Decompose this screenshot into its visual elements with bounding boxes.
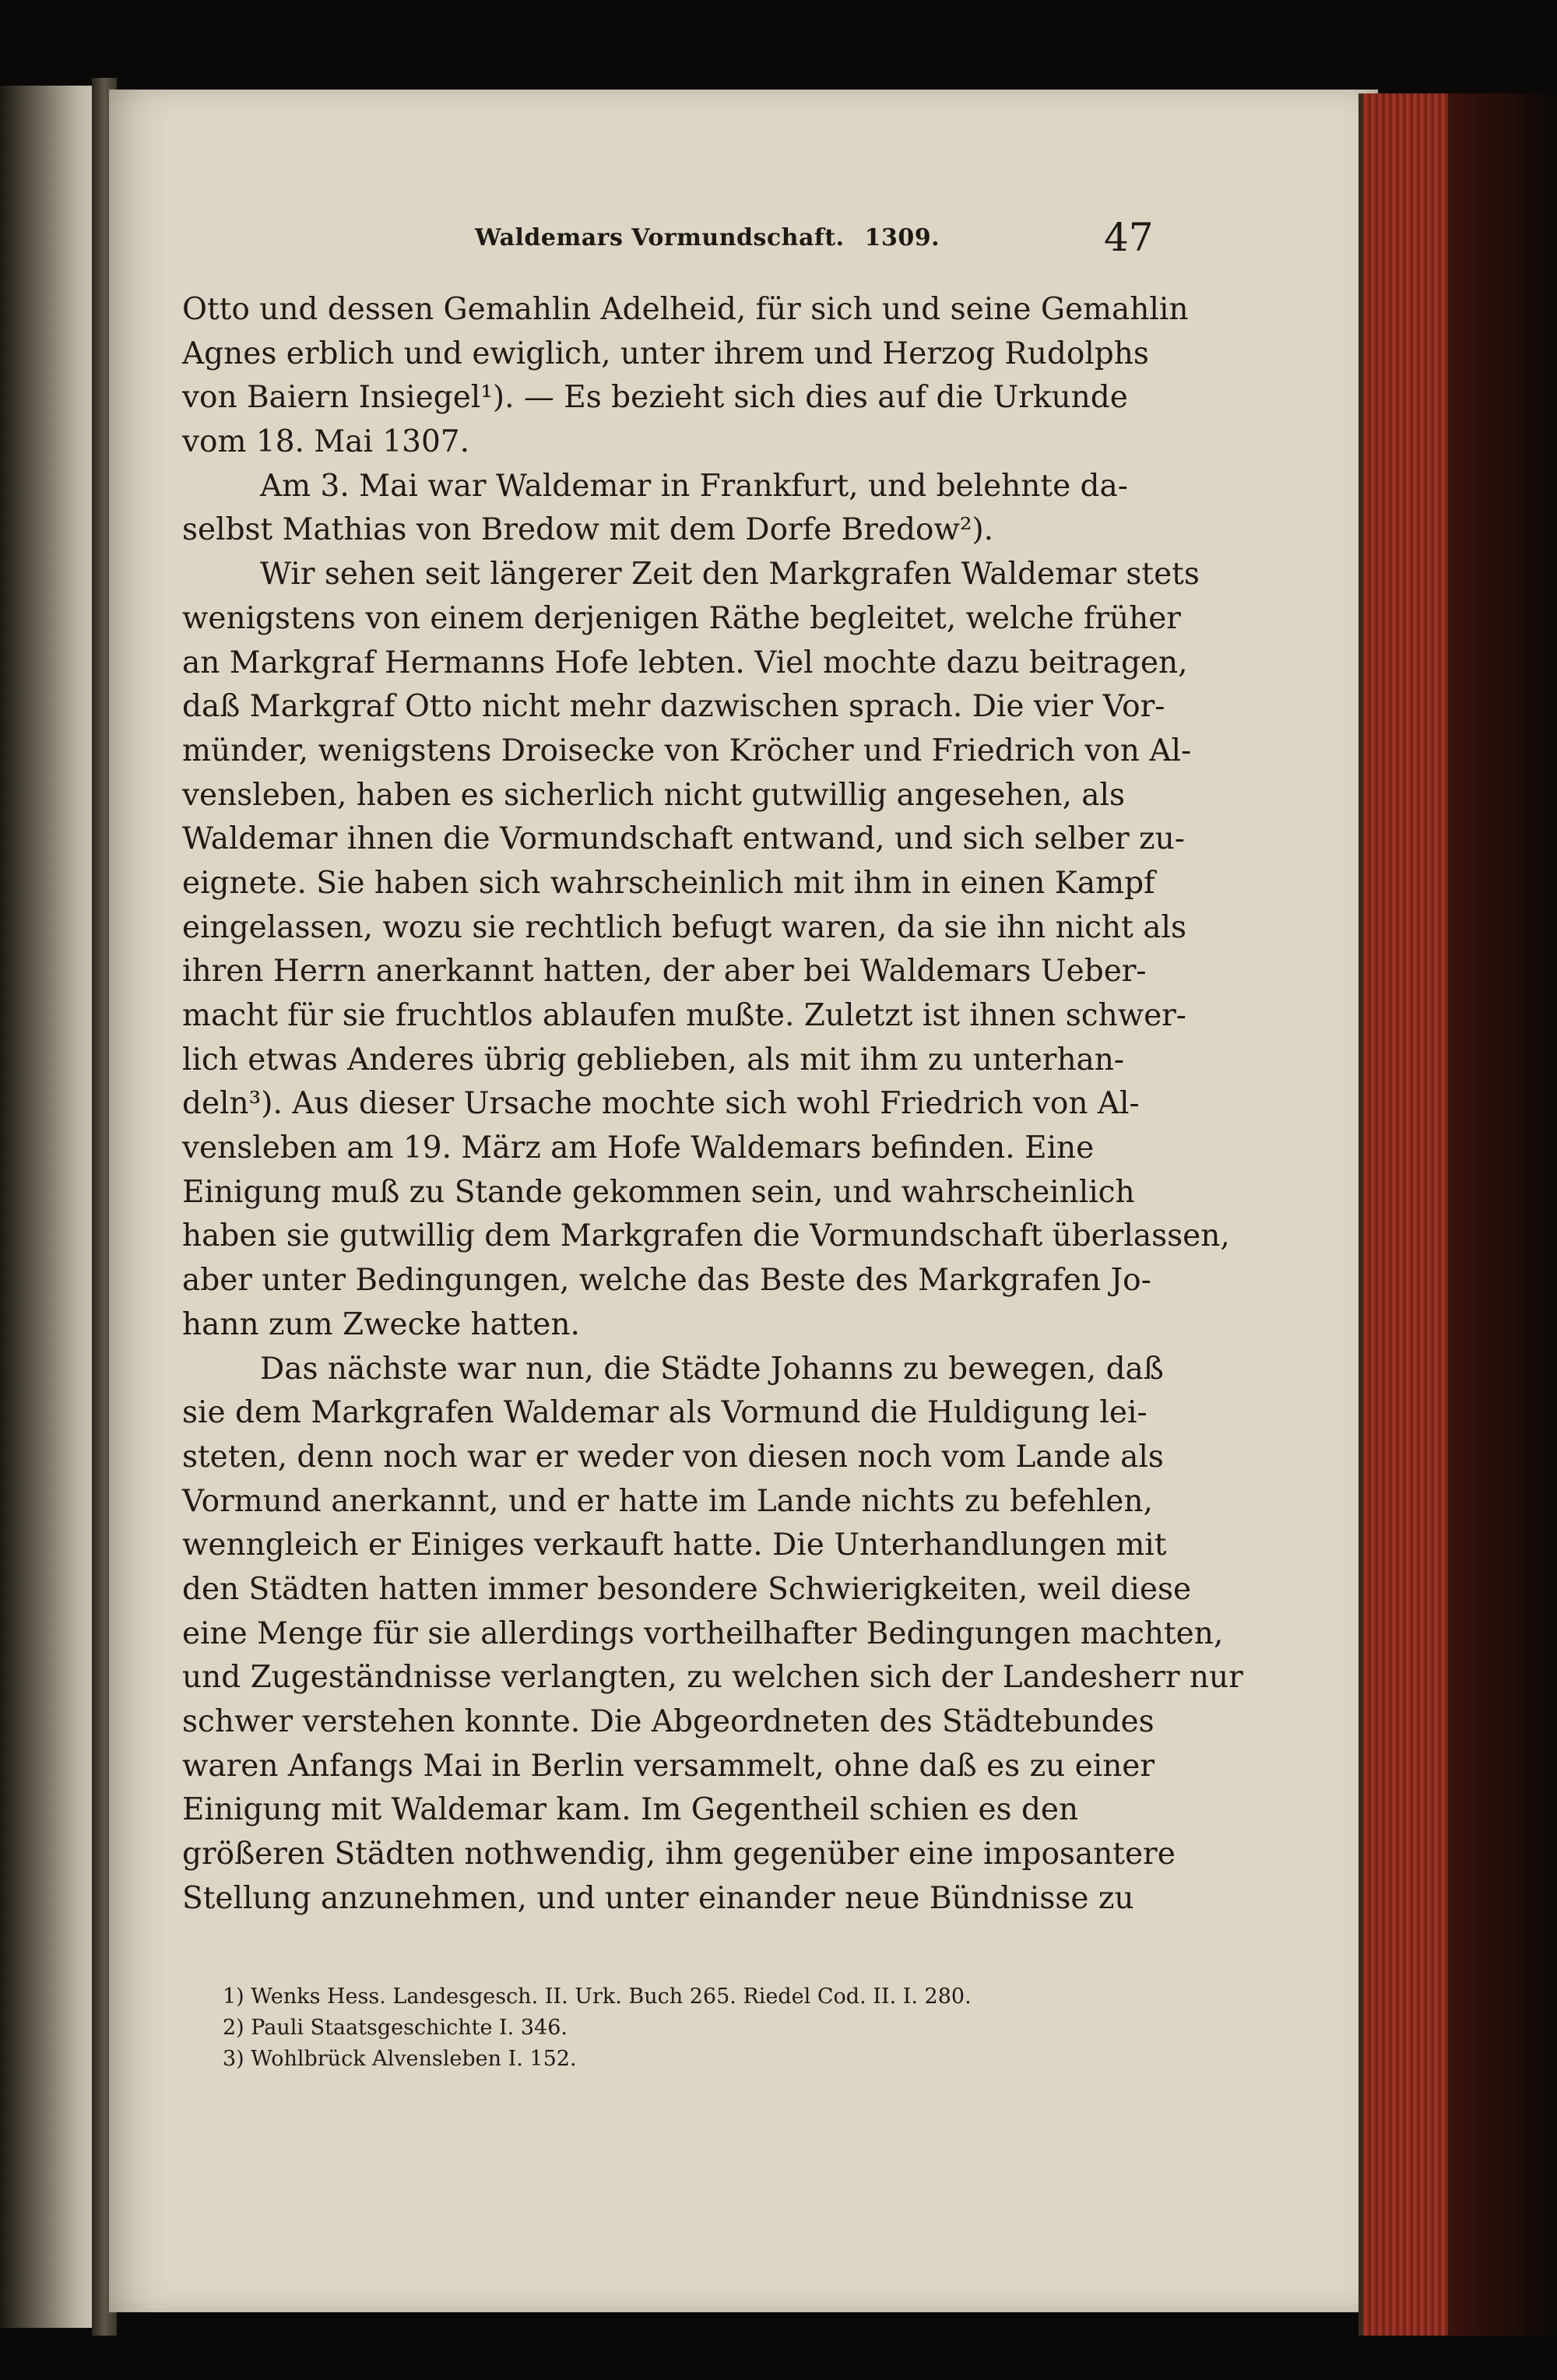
text-line: selbst Mathias von Bredow mit dem Dorfe Bredow²). bbox=[182, 512, 994, 548]
text-line: wenigstens von einem derjenigen Räthe begleitet, welche früher bbox=[182, 600, 1181, 636]
text-line: ihren Herrn anerkannt hatten, der aber bei Waldemars Ueber- bbox=[182, 954, 1147, 990]
text-line: waren Anfangs Mai in Berlin versammelt, ohne daß es zu einer bbox=[182, 1748, 1155, 1784]
text-line: daß Markgraf Otto nicht mehr dazwischen sprach. Die vier Vor- bbox=[182, 689, 1165, 725]
text-line: aber unter Bedingungen, welche das Beste des Markgrafen Jo- bbox=[182, 1263, 1151, 1299]
text-line: vensleben am 19. März am Hofe Waldemars befinden. Eine bbox=[182, 1130, 1095, 1166]
text-line: eine Menge für sie allerdings vortheilhafter Bedingungen machten, bbox=[182, 1615, 1224, 1651]
running-header bbox=[475, 224, 940, 251]
text-line: Waldemar ihnen die Vormundschaft entwand, und sich selber zu- bbox=[182, 821, 1185, 857]
text-line: münder, wenigstens Droisecke von Kröcher und Friedrich von Al- bbox=[182, 733, 1192, 768]
text-line: haben sie gutwillig dem Markgrafen die Vormundschaft überlassen, bbox=[182, 1218, 1230, 1254]
text-line: Am 3. Mai war Waldemar in Frankfurt, und belehnte da- bbox=[260, 468, 1128, 504]
text-line: macht für sie fruchtlos ablaufen mußte. Zuletzt ist ihnen schwer- bbox=[182, 998, 1186, 1033]
running-header-year: 1309. bbox=[864, 224, 940, 251]
footnote: 1) Wenks Hess. Landesgesch. II. Urk. Buch 265. Riedel Cod. II. I. 280. bbox=[223, 1985, 972, 2009]
text-line: Wir sehen seit längerer Zeit den Markgrafen Waldemar stets bbox=[260, 557, 1200, 592]
text-line: an Markgraf Hermanns Hofe lebten. Viel mochte dazu beitragen, bbox=[182, 645, 1188, 680]
text-line: Otto und dessen Gemahlin Adelheid, für sich und seine Gemahlin bbox=[182, 292, 1189, 327]
footnote: 3) Wohlbrück Alvensleben I. 152. bbox=[223, 2047, 577, 2071]
text-line: von Baiern Insiegel¹). — Es bezieht sich dies auf die Urkunde bbox=[182, 380, 1128, 416]
text-line: Vormund anerkannt, und er hatte im Lande nichts zu befehlen, bbox=[182, 1483, 1153, 1519]
text-line: hann zum Zwecke hatten. bbox=[182, 1306, 580, 1342]
text-line: eingelassen, wozu sie rechtlich befugt waren, da sie ihn nicht als bbox=[182, 909, 1186, 945]
left-page-edge bbox=[0, 86, 101, 2328]
edge-shadow bbox=[1448, 93, 1557, 2336]
running-header-title: Waldemars Vormundschaft. bbox=[475, 224, 845, 251]
text-line: sie dem Markgrafen Waldemar als Vormund die Huldigung lei- bbox=[182, 1395, 1148, 1431]
footnote: 2) Pauli Staatsgeschichte I. 346. bbox=[223, 2016, 568, 2040]
text-line: Agnes erblich und ewiglich, unter ihrem und Herzog Rudolphs bbox=[182, 336, 1149, 371]
body-text bbox=[182, 288, 1243, 1921]
text-line: den Städten hatten immer besondere Schwierigkeiten, weil diese bbox=[182, 1571, 1192, 1607]
text-line: Stellung anzunehmen, und unter einander neue Bündnisse zu bbox=[182, 1880, 1134, 1916]
text-line: vensleben, haben es sicherlich nicht gutwillig angesehen, als bbox=[182, 777, 1126, 813]
text-line: schwer verstehen konnte. Die Abgeordneten des Städtebundes bbox=[182, 1704, 1155, 1739]
text-line: größeren Städten nothwendig, ihm gegenüber eine imposantere bbox=[182, 1837, 1176, 1872]
page-number: 47 bbox=[1104, 215, 1154, 260]
text-line: Einigung muß zu Stande gekommen sein, und wahrscheinlich bbox=[182, 1174, 1135, 1210]
text-line: Das nächste war nun, die Städte Johanns zu bewegen, daß bbox=[260, 1351, 1164, 1387]
text-line: und Zugeständnisse verlangten, zu welchen sich der Landesherr nur bbox=[182, 1660, 1243, 1696]
text-line: lich etwas Anderes übrig geblieben, als mit ihm zu unterhan- bbox=[182, 1042, 1125, 1078]
text-line: eignete. Sie haben sich wahrscheinlich mit ihm in einen Kampf bbox=[182, 865, 1155, 901]
text-line: deln³). Aus dieser Ursache mochte sich wohl Friedrich von Al- bbox=[182, 1086, 1140, 1122]
footnotes bbox=[223, 1981, 972, 2075]
text-line: vom 18. Mai 1307. bbox=[182, 424, 470, 460]
text-line: Einigung mit Waldemar kam. Im Gegentheil schien es den bbox=[182, 1792, 1079, 1828]
text-line: steten, denn noch war er weder von diesen noch vom Lande als bbox=[182, 1439, 1164, 1475]
text-line: wenngleich er Einiges verkauft hatte. Die Unterhandlungen mit bbox=[182, 1527, 1167, 1563]
